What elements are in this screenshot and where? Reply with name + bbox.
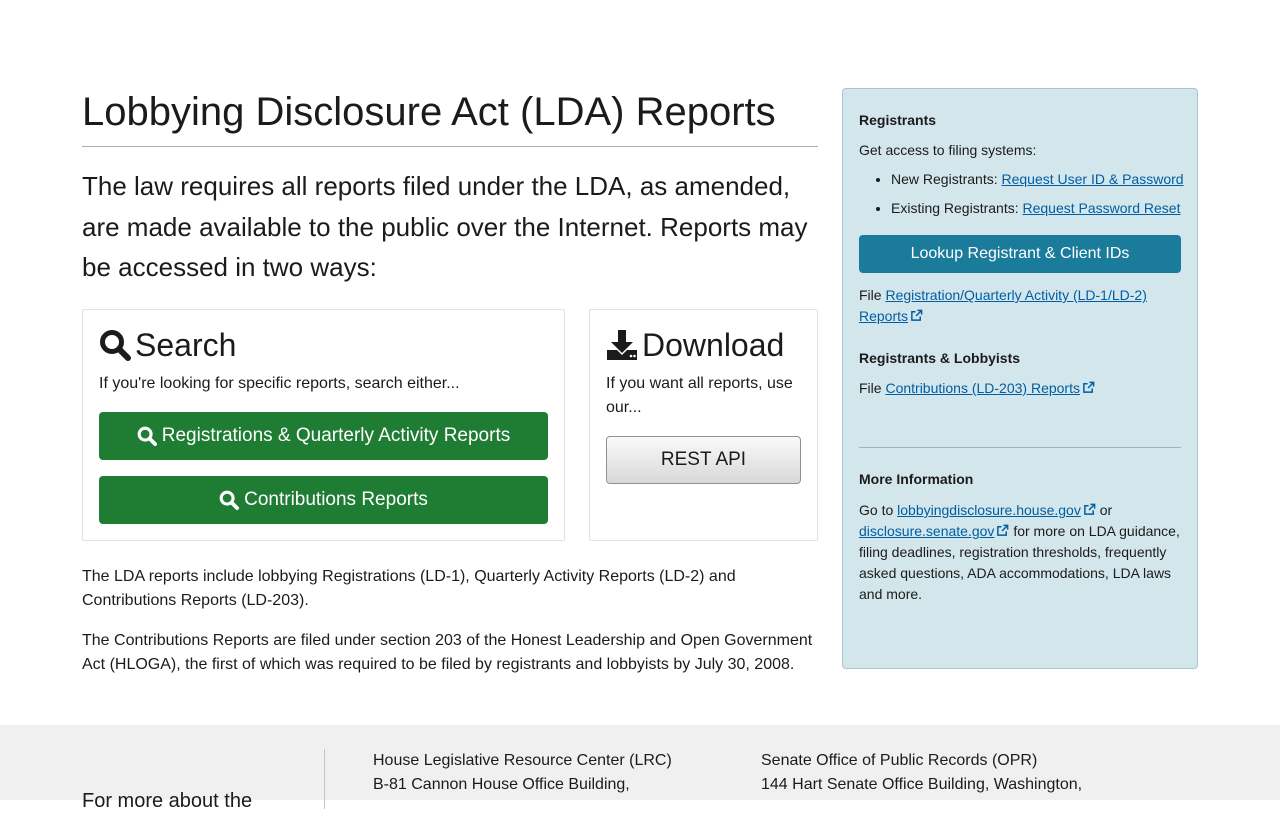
search-contributions-button[interactable] xyxy=(99,476,548,524)
search-icon xyxy=(219,490,239,510)
search-registrations-label: Registrations & Quarterly Activity Reports xyxy=(161,425,511,446)
search-card-text: If you're looking for specific reports, search either... xyxy=(99,375,460,392)
go-to-label: Go to xyxy=(859,502,894,518)
registrants-lobbyists-heading: Registrants & Lobbyists xyxy=(859,350,1021,366)
download-icon xyxy=(606,329,638,361)
more-info-description: for more on LDA guidance, filing deadlines, registration thresholds, frequently asked questions, ADA accommodations, LDA laws and more. xyxy=(859,523,1180,602)
main-content xyxy=(82,88,818,673)
file-label: File xyxy=(859,287,882,303)
sidebar-divider xyxy=(859,447,1181,448)
file-ld203-link[interactable] xyxy=(885,380,1095,396)
senate-office-contact xyxy=(761,749,1082,797)
request-user-id-link[interactable]: Request User ID & Password xyxy=(1001,171,1184,187)
file-label: File xyxy=(859,380,882,396)
house-office-contact xyxy=(373,749,672,797)
search-registrations-button[interactable] xyxy=(99,412,548,460)
file-ld1-ld2-link-text: Registration/Quarterly Activity (LD-1/LD-2) Reports xyxy=(859,287,1147,324)
rest-api-button[interactable]: REST API xyxy=(606,436,801,484)
senate-office-address: 144 Hart Senate Office Building, Washington, xyxy=(761,776,1083,793)
lookup-ids-button[interactable]: Lookup Registrant & Client IDs xyxy=(859,235,1181,273)
house-office-name: House Legislative Resource Center (LRC) xyxy=(373,752,672,769)
existing-registrants-label: Existing Registrants: xyxy=(891,200,1019,216)
search-contributions-label: Contributions Reports xyxy=(244,489,428,510)
external-link-icon xyxy=(1082,381,1095,394)
footer-intro: For more about the xyxy=(82,790,253,812)
list-item xyxy=(891,198,1191,219)
file-ld203-link-text: Contributions (LD-203) Reports xyxy=(885,380,1080,396)
download-card xyxy=(589,309,818,541)
or-label: or xyxy=(1099,502,1113,518)
access-list xyxy=(891,169,1191,227)
lead-paragraph: The law requires all reports filed under the LDA, as amended, are made available to the public over the Internet. Reports may be accessed in two ways: xyxy=(82,171,808,282)
search-card-heading xyxy=(99,326,236,364)
external-link-icon xyxy=(910,309,923,322)
external-link-icon xyxy=(996,524,1009,537)
more-information-text xyxy=(859,500,1181,605)
new-registrants-label: New Registrants: xyxy=(891,171,998,187)
access-text: Get access to filing systems: xyxy=(859,142,1037,158)
access-cards xyxy=(82,309,818,541)
download-card-text: If you want all reports, use our... xyxy=(606,375,793,416)
footer-divider xyxy=(324,749,325,809)
search-icon xyxy=(99,329,131,361)
download-heading-text: Download xyxy=(642,327,785,363)
page-footer xyxy=(0,725,1280,812)
list-item xyxy=(891,169,1191,190)
house-disclosure-link[interactable] xyxy=(897,502,1096,518)
file-ld1-ld2 xyxy=(859,285,1181,327)
search-card xyxy=(82,309,565,541)
senate-link-text: disclosure.senate.gov xyxy=(859,523,995,539)
registrants-heading: Registrants xyxy=(859,112,937,128)
house-office-address: B-81 Cannon House Office Building, xyxy=(373,776,630,793)
file-ld1-ld2-link[interactable] xyxy=(859,287,1147,324)
search-heading-text: Search xyxy=(135,327,237,363)
contributions-paragraph: The Contributions Reports are filed under section 203 of the Honest Leadership and Open Government Act (HLOGA), the first of which was required to be filed by registrants and lobbyists by July 30, 2008. xyxy=(82,632,813,673)
request-password-reset-link[interactable]: Request Password Reset xyxy=(1022,200,1181,216)
house-link-text: lobbyingdisclosure.house.gov xyxy=(897,502,1081,518)
external-link-icon xyxy=(1083,503,1096,516)
download-card-heading xyxy=(606,326,784,364)
lda-reports-paragraph: The LDA reports include lobbying Registrations (LD-1), Quarterly Activity Reports (LD-2) and Contributions Reports (LD-203). xyxy=(82,568,736,609)
file-ld203 xyxy=(859,378,1181,399)
senate-disclosure-link[interactable] xyxy=(859,523,1009,539)
more-information-heading: More Information xyxy=(859,471,974,487)
search-icon xyxy=(137,426,157,446)
page-title: Lobbying Disclosure Act (LDA) Reports xyxy=(82,88,818,147)
senate-office-name: Senate Office of Public Records (OPR) xyxy=(761,752,1038,769)
registrants-sidebar xyxy=(842,88,1198,669)
